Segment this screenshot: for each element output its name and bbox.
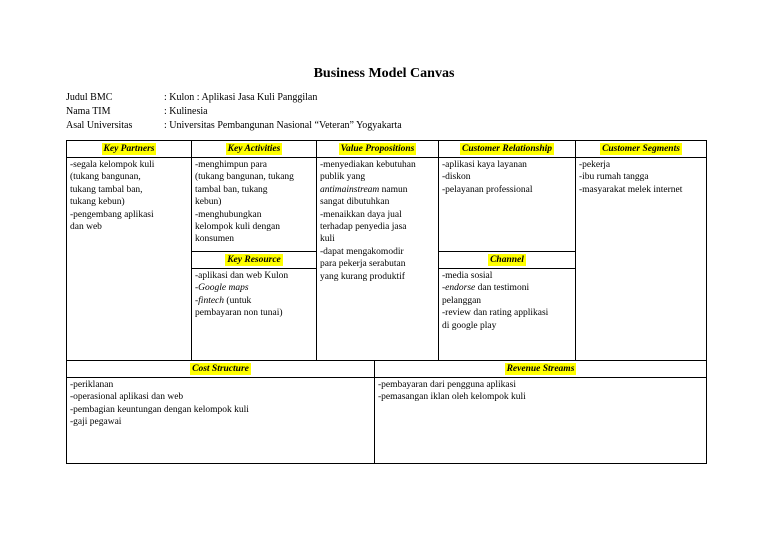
customer-relationship-content bbox=[442, 159, 573, 196]
channel-cell bbox=[438, 251, 575, 360]
meta-value: : Kulinesia bbox=[164, 106, 208, 117]
key-partners-cell bbox=[67, 141, 191, 360]
text-line: -periklanan bbox=[70, 380, 114, 390]
channel-content bbox=[442, 270, 573, 332]
text-line: -pekerja bbox=[579, 160, 611, 170]
key-activities-header: Key Activities bbox=[192, 141, 316, 158]
text-line: dan web bbox=[70, 222, 102, 233]
page-title: Business Model Canvas bbox=[313, 66, 455, 81]
value-propositions-cell bbox=[316, 141, 438, 360]
text-line: tukang kebun) bbox=[70, 197, 125, 208]
customer-relationship-cell bbox=[438, 141, 575, 251]
text-line: -pembayaran dari pengguna aplikasi bbox=[378, 380, 516, 390]
cost-structure-header: Cost Structure bbox=[67, 361, 374, 378]
cost-structure-content bbox=[70, 379, 372, 429]
text-line: -pembagian keuntungan dengan kelompok kuli bbox=[70, 404, 249, 415]
revenue-streams-cell bbox=[374, 360, 706, 463]
meta-info bbox=[66, 91, 402, 133]
text-line: sangat dibutuhkan bbox=[320, 197, 390, 208]
text-line: -pengembang aplikasi bbox=[70, 209, 154, 220]
text-line: -aplikasi kaya layanan bbox=[442, 160, 527, 170]
meta-row-team bbox=[66, 105, 402, 119]
meta-value: : Universitas Pembangunan Nasional “Veteran” Yogyakarta bbox=[164, 120, 402, 131]
text-line: -review dan rating applikasi bbox=[442, 308, 549, 319]
text-line: yang kurang produktif bbox=[320, 271, 405, 282]
text-line: -masyarakat melek internet bbox=[579, 184, 683, 195]
customer-relationship-header: Customer Relationship bbox=[439, 141, 575, 158]
text-line: -fintech (untuk bbox=[195, 295, 252, 306]
text-line: di google play bbox=[442, 320, 497, 331]
text-line: terhadap penyedia jasa bbox=[320, 222, 407, 233]
text-line: -pemasangan iklan oleh kelompok kuli bbox=[378, 392, 526, 403]
text-line: -menyediakan kebutuhan bbox=[320, 160, 416, 170]
cost-structure-cell bbox=[67, 360, 374, 463]
meta-value: : Kulon : Aplikasi Jasa Kuli Panggilan bbox=[164, 92, 318, 103]
key-activities-content bbox=[195, 159, 314, 246]
key-resource-content bbox=[195, 270, 314, 320]
meta-label: Nama TIM bbox=[66, 106, 111, 117]
text-line: tukang tambal ban, bbox=[70, 184, 143, 195]
text-line: -media sosial bbox=[442, 271, 493, 281]
text-line: -Google maps bbox=[195, 283, 249, 294]
meta-row-university bbox=[66, 119, 402, 133]
text-line: para pekerja serabutan bbox=[320, 259, 406, 270]
text-line: -gaji pegawai bbox=[70, 417, 122, 428]
text-line: -pelayanan professional bbox=[442, 184, 533, 195]
revenue-streams-content bbox=[378, 379, 704, 404]
meta-row-title bbox=[66, 91, 402, 105]
text-line: pembayaran non tunai) bbox=[195, 308, 283, 319]
text-line: kelompok kuli dengan bbox=[195, 222, 280, 233]
meta-label: Judul BMC bbox=[66, 92, 113, 103]
text-line: -operasional aplikasi dan web bbox=[70, 392, 184, 403]
text-line: -aplikasi dan web Kulon bbox=[195, 271, 289, 281]
text-line: -ibu rumah tangga bbox=[579, 172, 649, 183]
text-line: (tukang bangunan, bbox=[70, 172, 141, 183]
key-resource-cell bbox=[191, 251, 316, 360]
business-model-canvas bbox=[66, 140, 707, 464]
text-line: (tukang bangunan, tukang bbox=[195, 172, 294, 183]
text-line: -segala kelompok kuli bbox=[70, 160, 155, 170]
channel-header: Channel bbox=[439, 252, 575, 269]
value-propositions-header: Value Propositions bbox=[317, 141, 438, 158]
text-line: pelanggan bbox=[442, 295, 482, 306]
text-line: -menghimpun para bbox=[195, 160, 268, 170]
key-activities-cell bbox=[191, 141, 316, 251]
text-line: -dapat mengakomodir bbox=[320, 246, 404, 257]
customer-segments-cell bbox=[575, 141, 706, 360]
key-resource-header: Key Resource bbox=[192, 252, 316, 269]
text-line: publik yang bbox=[320, 172, 366, 183]
text-line: -menaikkan daya jual bbox=[320, 209, 402, 220]
text-line: -endorse dan testimoni bbox=[442, 283, 530, 294]
text-line: kuli bbox=[320, 234, 335, 245]
value-propositions-content bbox=[320, 159, 436, 283]
key-partners-header: Key Partners bbox=[67, 141, 191, 158]
text-line: konsumen bbox=[195, 234, 235, 245]
customer-segments-header: Customer Segments bbox=[576, 141, 706, 158]
text-line: tambal ban, tukang bbox=[195, 184, 268, 195]
meta-label: Asal Universitas bbox=[66, 120, 133, 131]
text-line: -diskon bbox=[442, 172, 471, 183]
text-line: antimainstream namun bbox=[320, 184, 408, 195]
text-line: -menghubungkan bbox=[195, 209, 262, 220]
customer-segments-content bbox=[579, 159, 704, 196]
key-partners-content bbox=[70, 159, 189, 233]
text-line: kebun) bbox=[195, 197, 222, 208]
revenue-streams-header: Revenue Streams bbox=[375, 361, 706, 378]
